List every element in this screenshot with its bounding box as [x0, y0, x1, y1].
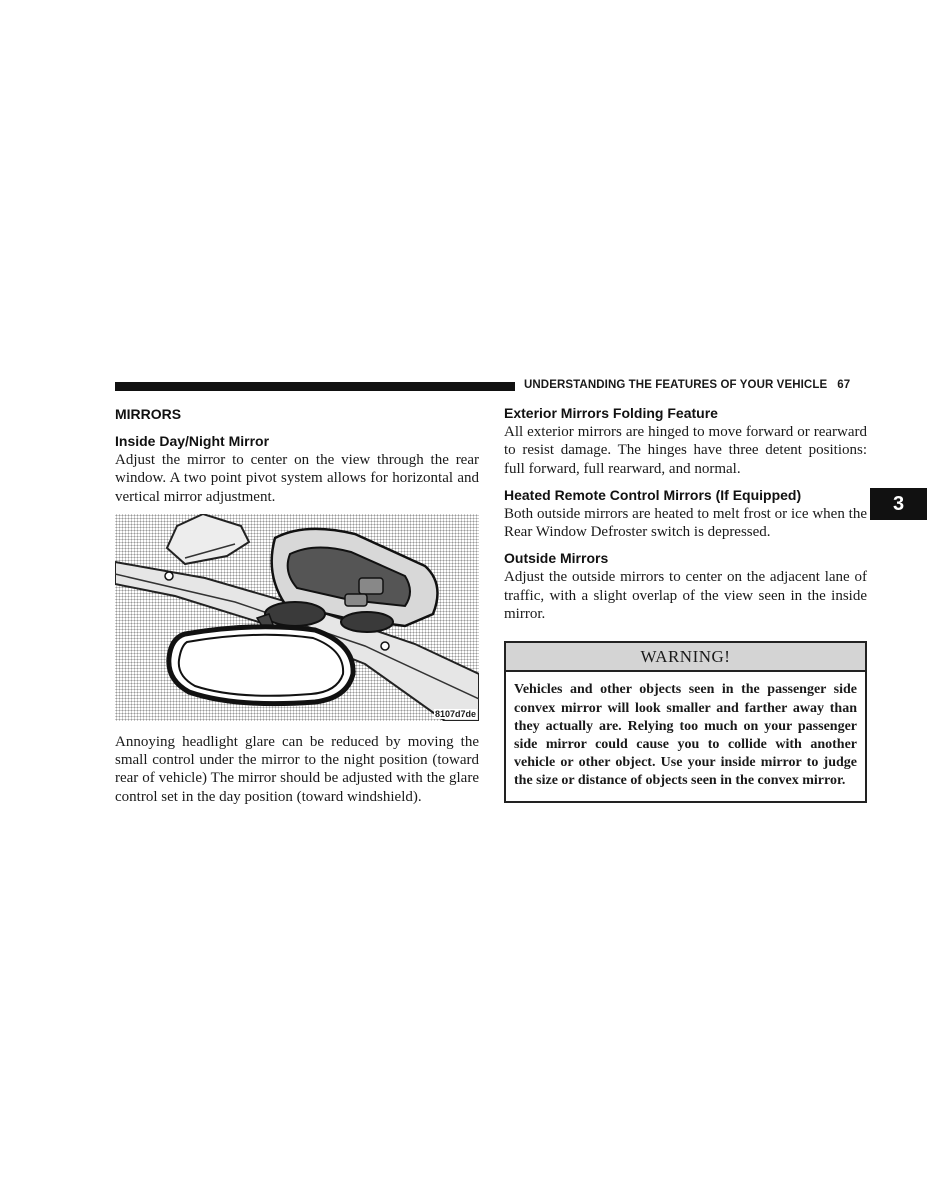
- rearview-mirror-illustration: [115, 514, 479, 721]
- warning-body: Vehicles and other objects seen in the passenger side convex mirror will look smaller and farther away than they actually are. Relying too much on your passenger side mirror could cause you to collide with another vehicle or other object. Use your inside mirror to judge the size or distance of objects seen in the convex mirror.: [514, 682, 857, 789]
- mirror-drawing: [115, 514, 479, 721]
- section-heading-mirrors: MIRRORS: [115, 406, 182, 422]
- figure-id: 8107d7de: [434, 708, 476, 719]
- outside-title: Outside Mirrors: [504, 550, 609, 567]
- left-column: [115, 404, 479, 806]
- inside-mirror-title: Inside Day/Night Mirror: [115, 433, 270, 449]
- glare-paragraph: Annoying headlight glare can be reduced by moving the small control under the mirror to the night position (toward rear of vehicle) The mirror should be adjusted with the glare control set in the day position (toward windshield).: [115, 733, 479, 805]
- folding-title: Exterior Mirrors Folding Feature: [504, 405, 718, 421]
- inside-mirror-section: [115, 432, 479, 506]
- outside-section: [504, 549, 867, 623]
- right-column: [504, 404, 867, 803]
- heated-section: [504, 486, 867, 542]
- inside-mirror-body: Adjust the mirror to center on the view through the rear window. A two point pivot system allows for horizontal and vertical mirror adjustment.: [115, 452, 479, 505]
- folding-body: All exterior mirrors are hinged to move forward or rearward to resist damage. The hinges have three detent positions: full forward, full rearward, and normal.: [504, 424, 867, 477]
- page-number: 67: [837, 379, 851, 391]
- outside-body: Adjust the outside mirrors to center on the adjacent lane of traffic, with a slight overlap of the view seen in the inside mirror.: [504, 569, 867, 623]
- page-header: [524, 379, 867, 391]
- heated-body: Both outside mirrors are heated to melt frost or ice when the Rear Window Defroster switch is depressed.: [504, 505, 867, 541]
- header-rule: [115, 382, 515, 391]
- chapter-tab: 3: [870, 488, 927, 520]
- folding-section: [504, 404, 867, 478]
- warning-box: [504, 641, 867, 802]
- header-section-title: UNDERSTANDING THE FEATURES OF YOUR VEHICLE: [524, 379, 828, 391]
- heated-title: Heated Remote Control Mirrors (If Equipped): [504, 486, 802, 503]
- warning-title: WARNING!: [506, 643, 865, 672]
